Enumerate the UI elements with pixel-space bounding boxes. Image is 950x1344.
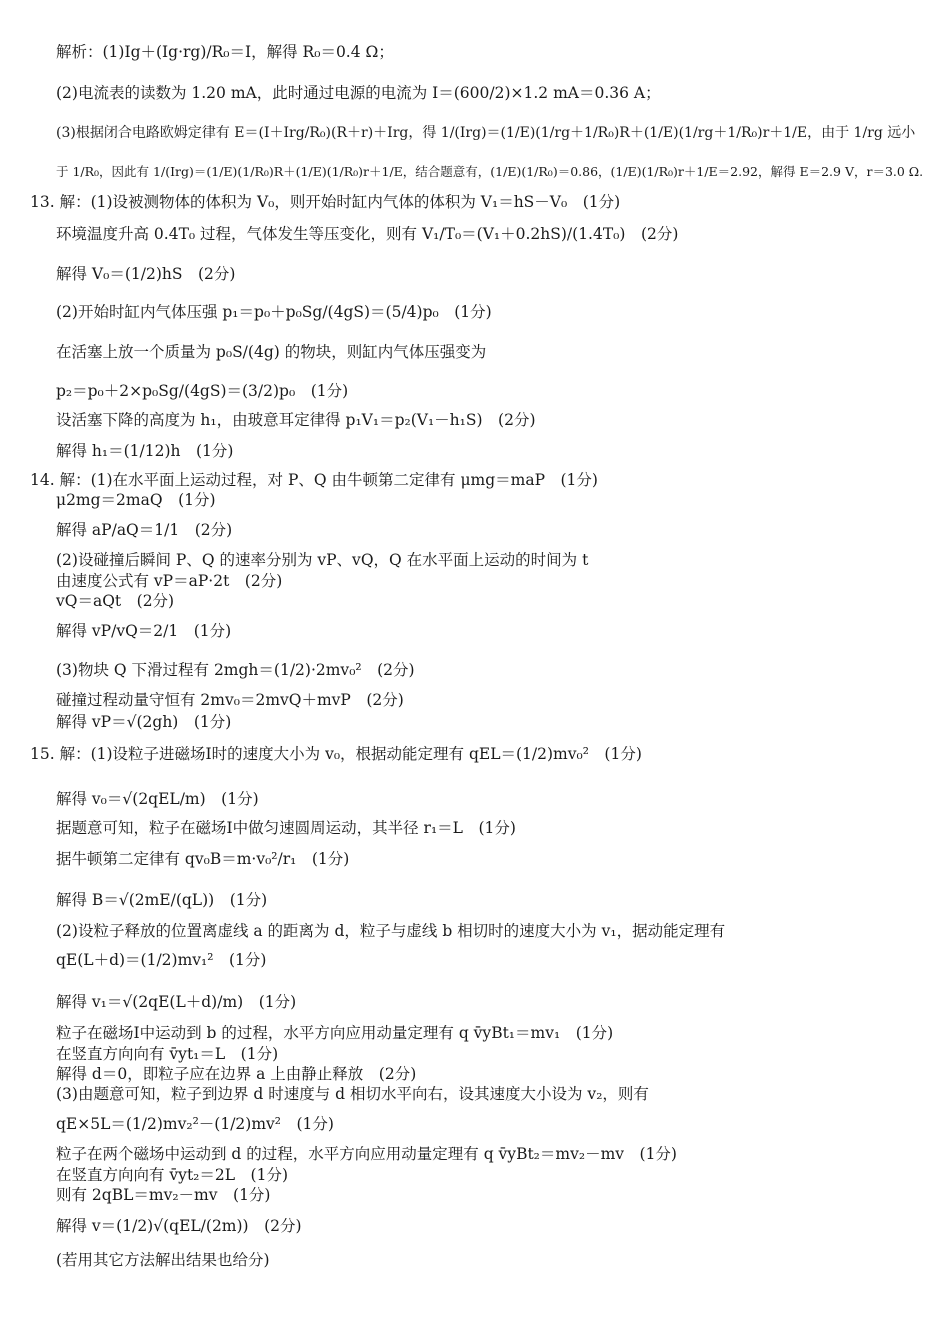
solution-line: 解得 B＝√(2mE/(qL)) (1分) bbox=[56, 891, 268, 909]
analysis-line: 于 1/R₀，因此有 1/(Irg)＝(1/E)(1/R₀)R＋(1/E)(1/R₀)r＋1/E，结合题意有，(1/E)(1/R₀)＝0.86，(1/E)(1/R₀)r＋1/E＝2.92，解得 E＝2.9 V，r＝3.0 Ω. bbox=[56, 164, 924, 179]
solution-line: (3)物块 Q 下滑过程有 2mgh＝(1/2)·2mv₀² (2分) bbox=[56, 661, 415, 679]
solution-line: (2)设粒子释放的位置离虚线 a 的距离为 d，粒子与虚线 b 相切时的速度大小为 v₁，据动能定理有 bbox=[56, 922, 726, 940]
solution-line: vQ＝aQt (2分) bbox=[56, 592, 175, 610]
analysis-line: (2)电流表的读数为 1.20 mA，此时通过电源的电流为 I＝(600/2)×1.2 mA＝0.36 A； bbox=[56, 84, 661, 102]
q15-heading: 15. 解：(1)设粒子进磁场Ⅰ时的速度大小为 v₀，根据动能定理有 qEL＝(1/2)mv₀² (1分) bbox=[30, 745, 642, 763]
solution-line: 解得 v＝(1/2)√(qEL/(2m)) (2分) bbox=[56, 1217, 302, 1235]
solution-line: 设活塞下降的高度为 h₁，由玻意耳定律得 p₁V₁＝p₂(V₁－h₁S) (2分) bbox=[56, 411, 536, 429]
q14-heading: 14. 解：(1)在水平面上运动过程，对 P、Q 由牛顿第二定律有 μmg＝maP (1分) bbox=[30, 471, 598, 489]
solution-line: (2)开始时缸内气体压强 p₁＝p₀＋p₀Sg/(4gS)＝(5/4)p₀ (1分) bbox=[56, 303, 492, 321]
solution-line: 在竖直方向向有 v̄yt₂＝2L (1分) bbox=[56, 1166, 288, 1184]
solution-line: 由速度公式有 vP＝aP·2t (2分) bbox=[56, 572, 283, 590]
analysis-line: (3)根据闭合电路欧姆定律有 E＝(I＋Irg/R₀)(R＋r)＋Irg，得 1/(Irg)＝(1/E)(1/rg＋1/R₀)R＋(1/E)(1/rg＋1/R₀)r＋1/E，由于 1/rg 远小 bbox=[56, 125, 916, 141]
solution-line: 解得 h₁＝(1/12)h (1分) bbox=[56, 442, 234, 460]
solution-line: 则有 2qBL＝mv₂－mv (1分) bbox=[56, 1186, 271, 1204]
solution-line: 解得 v₀＝√(2qEL/m) (1分) bbox=[56, 790, 259, 808]
solution-line: (2)设碰撞后瞬间 P、Q 的速率分别为 vP、vQ，Q 在水平面上运动的时间为 t bbox=[56, 551, 589, 569]
solution-line: qE(L＋d)＝(1/2)mv₁² (1分) bbox=[56, 951, 267, 969]
solution-line: (3)由题意可知，粒子到边界 d 时速度与 d 相切水平向右，设其速度大小设为 v₂，则有 bbox=[56, 1085, 649, 1103]
solution-line: 碰撞过程动量守恒有 2mv₀＝2mvQ＋mvP (2分) bbox=[56, 691, 404, 709]
solution-line: 在竖直方向向有 v̄yt₁＝L (1分) bbox=[56, 1045, 279, 1063]
solution-line: p₂＝p₀＋2×p₀Sg/(4gS)＝(3/2)p₀ (1分) bbox=[56, 382, 349, 400]
solution-line: 解得 vP＝√(2gh) (1分) bbox=[56, 713, 232, 731]
solution-line: 据题意可知，粒子在磁场Ⅰ中做匀速圆周运动，其半径 r₁＝L (1分) bbox=[56, 819, 516, 837]
solution-line: 据牛顿第二定律有 qv₀B＝m·v₀²/r₁ (1分) bbox=[56, 850, 350, 868]
analysis-line: 解析：(1)Ig＋(Ig·rg)/R₀＝I，解得 R₀＝0.4 Ω； bbox=[56, 43, 394, 61]
q13-heading: 13. 解：(1)设被测物体的体积为 V₀，则开始时缸内气体的体积为 V₁＝hS－V₀ (1分) bbox=[30, 193, 621, 211]
solution-line: 解得 d＝0，即粒子应在边界 a 上由静止释放 (2分) bbox=[56, 1065, 417, 1083]
solution-line: 解得 V₀＝(1/2)hS (2分) bbox=[56, 265, 236, 283]
solution-line: 粒子在磁场Ⅰ中运动到 b 的过程，水平方向应用动量定理有 q v̄yBt₁＝mv₁ (1分) bbox=[56, 1024, 614, 1042]
solution-line: 解得 aP/aQ＝1/1 (2分) bbox=[56, 521, 233, 539]
solution-line: 解得 v₁＝√(2qE(L＋d)/m) (1分) bbox=[56, 993, 297, 1011]
solution-line: 环境温度升高 0.4T₀ 过程，气体发生等压变化，则有 V₁/T₀＝(V₁＋0.2hS)/(1.4T₀) (2分) bbox=[56, 225, 679, 243]
solution-line: μ2mg＝2maQ (1分) bbox=[56, 491, 216, 509]
solution-line: 在活塞上放一个质量为 p₀S/(4g) 的物块，则缸内气体压强变为 bbox=[56, 343, 487, 361]
solution-line: 解得 vP/vQ＝2/1 (1分) bbox=[56, 622, 232, 640]
solution-line: 粒子在两个磁场中运动到 d 的过程，水平方向应用动量定理有 q v̄yBt₂＝mv₂－mv (1分) bbox=[56, 1145, 677, 1163]
closing-note: (若用其它方法解出结果也给分) bbox=[56, 1251, 270, 1269]
solution-line: qE×5L＝(1/2)mv₂²－(1/2)mv² (1分) bbox=[56, 1115, 334, 1133]
